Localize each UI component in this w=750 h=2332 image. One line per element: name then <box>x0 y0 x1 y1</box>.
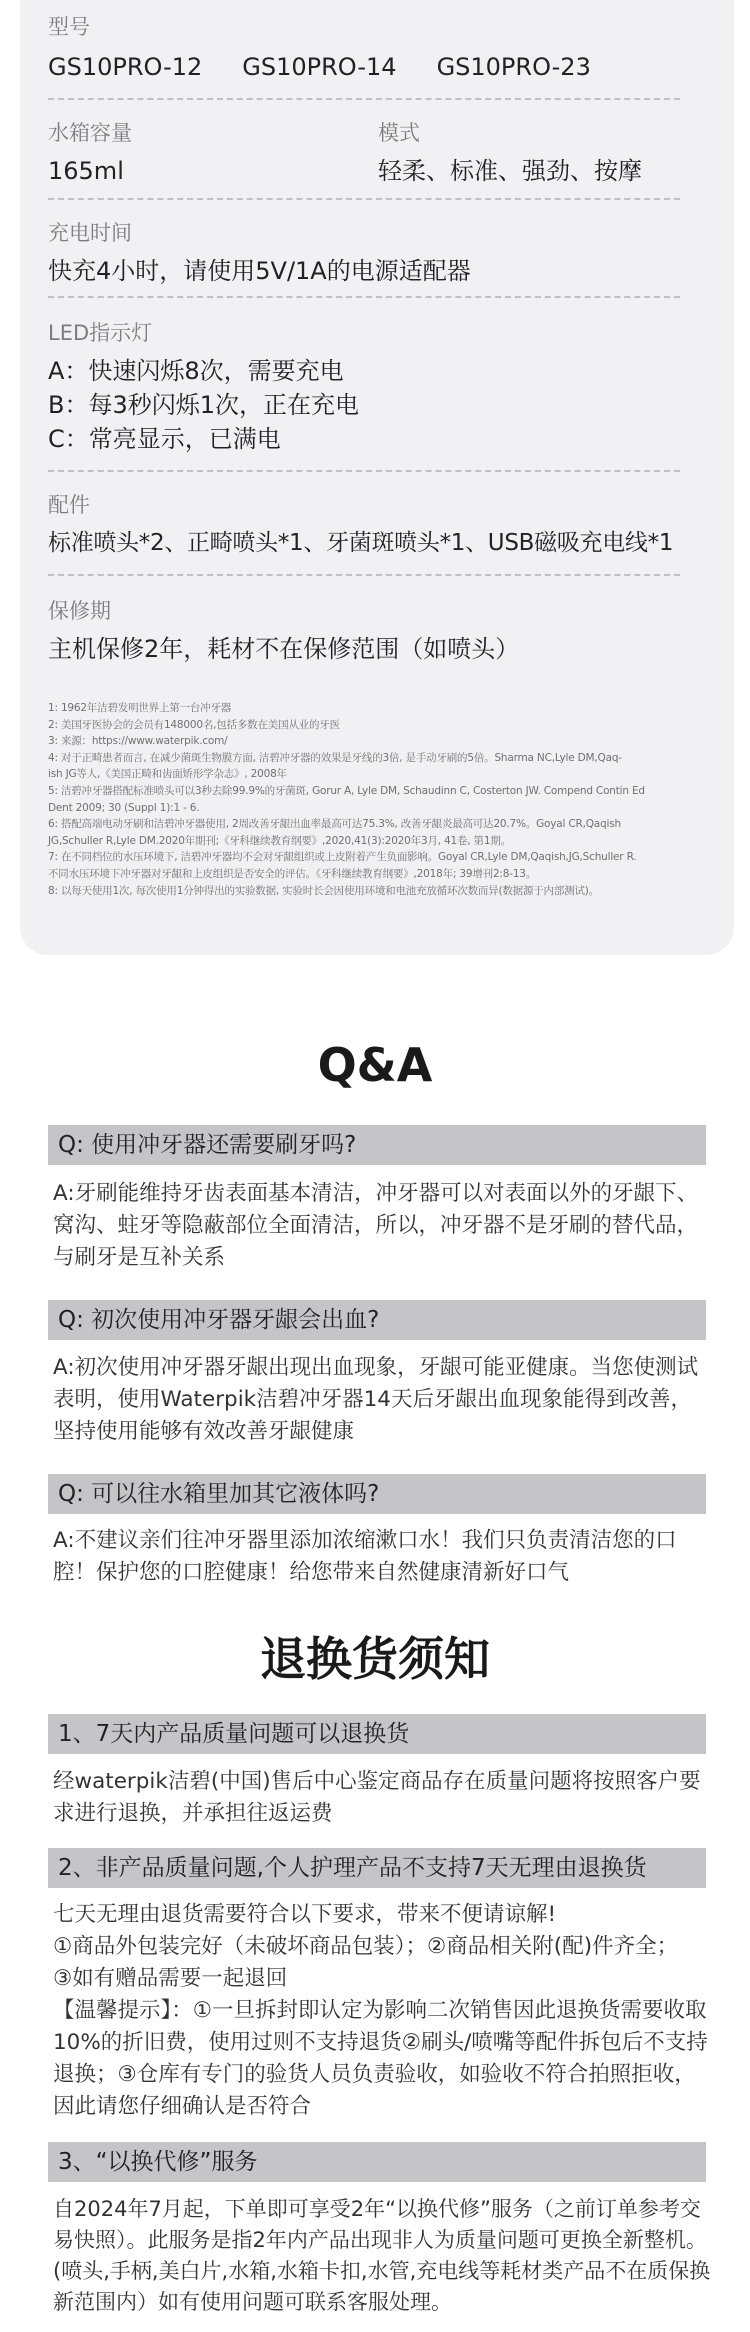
footnote: 2: 美国牙医协会的会员有148000名,包括多数在美国从业的牙医 <box>48 718 340 731</box>
returns-line: ③如有赠品需要一起退回 <box>53 1966 288 1991</box>
returns-line: 七天无理由退货需要符合以下要求，带来不便请谅解! <box>53 1902 557 1927</box>
charge-section <box>48 220 678 288</box>
warranty-section <box>48 598 678 666</box>
divider <box>48 574 680 576</box>
divider <box>48 470 680 472</box>
tank-label: 水箱容量 <box>48 121 132 145</box>
qa-question-bar: Q: 使用冲牙器还需要刷牙吗? <box>48 1125 706 1165</box>
led-item: B：每3秒闪烁1次，正在充电 <box>48 391 360 419</box>
footnote: ish JG等人,《美国正畸和齿面矫形学杂志》, 2008年 <box>48 768 287 781</box>
returns-section-text: 自2024年7月起，下单即可享受2年“以换代修”服务（之前订单参考交易快照）。此服务是指2年内产品出现非人为质量问题可更换全新整机。(喷头,手柄,美白片,水箱,水箱卡扣,水管,充电线等耗材类产品不在质保换新范围内）如有使用问题可联系客服处理。 <box>53 2197 711 2314</box>
footnote: 不同水压环境下冲牙器对牙龈和上皮组织是否安全的评估。《牙科继续教育纲要》,2018年; 39增刊2:8-13。 <box>48 867 537 880</box>
charge-label: 充电时间 <box>48 221 132 245</box>
footnote: 1: 1962年洁碧发明世界上第一台冲牙器 <box>48 702 232 714</box>
model-section <box>48 14 678 84</box>
footnote: 6: 搭配高端电动牙刷和洁碧冲牙器使用, 2周改善牙龈出血率最高可达75.3%, 改善牙龈炎最高可达20.7%。Goyal CR,Qaqish <box>48 818 621 831</box>
led-item: C：常亮显示，已满电 <box>48 425 281 453</box>
returns-title: 退换货须知 <box>260 1632 490 1686</box>
footnotes <box>48 700 678 899</box>
mode-label: 模式 <box>378 121 420 145</box>
led-item: A：快速闪烁8次，需要充电 <box>48 357 344 385</box>
parts-value: 标准喷头*2、正畸喷头*1、牙菌斑喷头*1、USB磁吸充电线*1 <box>48 530 674 556</box>
returns-section-text: 经waterpik洁碧(中国)售后中心鉴定商品存在质量问题将按照客户要求进行退换，并承担往返运费 <box>53 1769 701 1826</box>
footnote: Dent 2009; 30 (Suppl 1):1 - 6. <box>48 801 200 814</box>
divider <box>48 198 680 200</box>
qa-answer: A:不建议亲们往冲牙器里添加浓缩漱口水！我们只负责清洁您的口腔！保护您的口腔健康！给您带来自然健康清新好口气 <box>53 1528 677 1585</box>
qa-answer: A:初次使用冲牙器牙龈出现出血现象，牙龈可能亚健康。当您使测试表明，使用Waterpik洁碧冲牙器14天后牙龈出血现象能得到改善，坚持使用能够有效改善牙龈健康 <box>53 1355 699 1444</box>
footnote: 7: 在不同档位的水压环境下, 洁碧冲牙器均不会对牙龈组织或上皮附着产生负面影响。Goyal CR,Lyle DM,Qaqish,JG,Schuller R. <box>48 851 637 864</box>
led-list <box>48 354 678 456</box>
charge-value: 快充4小时，请使用5V/1A的电源适配器 <box>48 257 471 285</box>
divider <box>48 296 680 298</box>
led-section <box>48 320 678 456</box>
returns-section-body <box>53 1899 713 2123</box>
mode-section <box>378 120 688 188</box>
warranty-value: 主机保修2年，耗材不在保修范围（如喷头） <box>48 635 520 663</box>
divider <box>48 98 680 100</box>
parts-label: 配件 <box>48 493 90 517</box>
warranty-label: 保修期 <box>48 599 111 623</box>
parts-section <box>48 492 678 560</box>
footnote: 5: 洁碧冲牙器搭配标准喷头可以3秒去除99.9%的牙菌斑, Gorur A, Lyle DM, Schaudinn C, Costerton JW. Compend Contin Ed <box>48 784 645 797</box>
footnote: JG,Schuller R,Lyle DM.2020年期刊;《牙科继续教育纲要》,2020,41(3):2020年3月, 41卷, 第1期。 <box>48 834 511 847</box>
returns-section-bar: 1、7天内产品质量问题可以退换货 <box>48 1714 706 1754</box>
returns-line: ①商品外包装完好（未破坏商品包装）；②商品相关附(配)件齐全； <box>53 1934 679 1959</box>
footnote: 4: 对于正畸患者而言, 在减少菌斑生物膜方面, 洁碧冲牙器的效果是牙线的3倍, 是手动牙刷的5倍。Sharma NC,Lyle DM,Qaq- <box>48 751 622 764</box>
led-label: LED指示灯 <box>48 321 153 345</box>
mode-value: 轻柔、标准、强劲、按摩 <box>378 157 642 185</box>
qa-question-bar: Q: 初次使用冲牙器牙龈会出血? <box>48 1300 706 1340</box>
returns-section-bar: 3、“以换代修”服务 <box>48 2142 706 2182</box>
tank-value: 165ml <box>48 157 124 185</box>
model-item: GS10PRO-12 <box>48 53 203 81</box>
model-item: GS10PRO-14 <box>242 53 397 81</box>
model-label: 型号 <box>48 15 90 39</box>
qa-question-bar: Q: 可以往水箱里加其它液体吗? <box>48 1474 706 1514</box>
model-item: GS10PRO-23 <box>436 53 591 81</box>
qa-answer: A:牙刷能维持牙齿表面基本清洁，冲牙器可以对表面以外的牙龈下、窝沟、蛀牙等隐蔽部位全面清洁，所以，冲牙器不是牙刷的替代品，与刷牙是互补关系 <box>53 1181 699 1270</box>
qa-title: Q&A <box>317 1038 433 1092</box>
footnote: 3: 来源：https://www.waterpik.com/ <box>48 735 228 748</box>
returns-section-bar: 2、非产品质量问题,个人护理产品不支持7天无理由退换货 <box>48 1848 706 1888</box>
model-list <box>48 50 678 84</box>
footnote: 8: 以每天使用1次, 每次使用1分钟得出的实验数据, 实验时长会因使用环境和电池充放循环次数而异(数据源于内部测试)。 <box>48 884 599 897</box>
returns-tip: 【温馨提示】：①一旦拆封即认定为影响二次销售因此退换货需要收取10%的折旧费，使用过则不支持退货②刷头/喷嘴等配件拆包后不支持退换；③仓库有专门的验货人员负责验收，如验收不符合拍照拒收，因此请您仔细确认是否符合 <box>53 1998 708 2119</box>
